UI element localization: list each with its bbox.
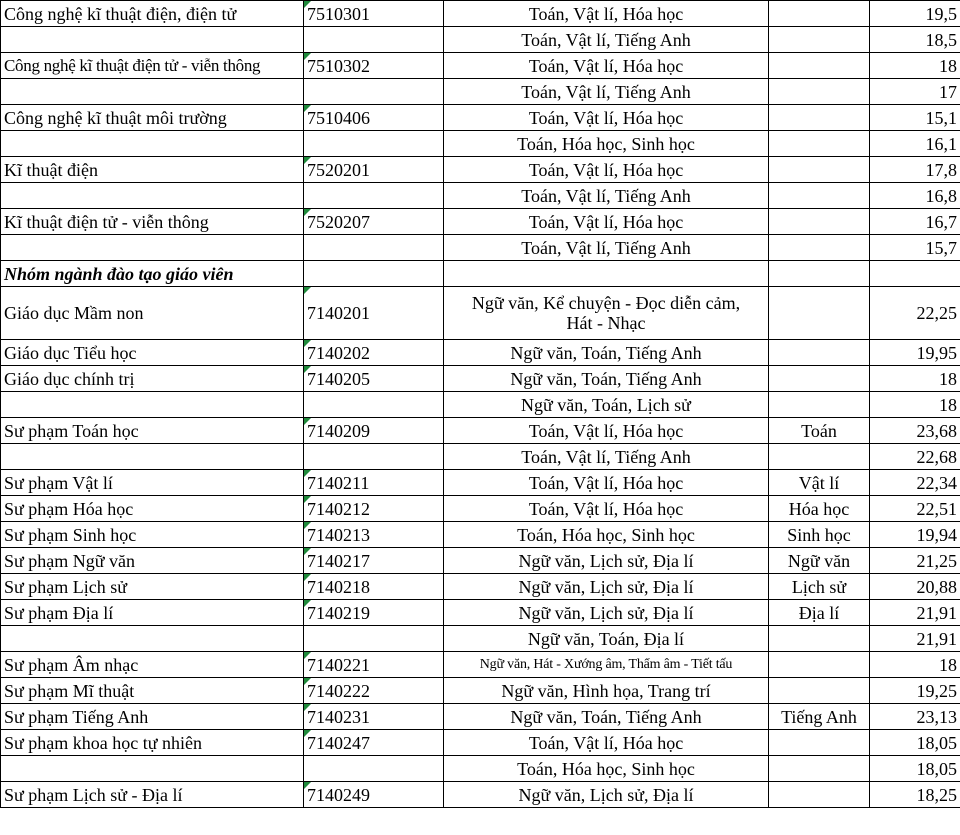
score-cell[interactable]: 23,13 (870, 704, 960, 730)
major-name-cell[interactable]: Kĩ thuật điện (1, 157, 304, 183)
major-code: 7520207 (307, 211, 370, 232)
main-subject-cell[interactable] (769, 79, 870, 105)
main-subject-cell[interactable] (769, 209, 870, 235)
major-code-cell[interactable] (304, 522, 444, 548)
comment-marker-icon (304, 730, 311, 737)
subject-combination-cell[interactable]: Toán, Vật lí, Hóa học (444, 157, 769, 183)
table-row (1, 366, 960, 392)
table-row (1, 131, 960, 157)
major-code: 7140221 (307, 654, 370, 675)
table-row (1, 183, 960, 209)
major-name-cell[interactable] (1, 626, 304, 652)
subject-combination-cell[interactable]: Toán, Vật lí, Hóa học (444, 418, 769, 444)
main-subject-cell[interactable]: Địa lí (769, 600, 870, 626)
main-subject-cell[interactable] (769, 392, 870, 418)
major-code: 7140211 (307, 472, 370, 493)
main-subject-cell[interactable] (769, 730, 870, 756)
major-code-cell[interactable] (304, 444, 444, 470)
score-cell[interactable]: 19,5 (870, 1, 960, 27)
major-code: 7140212 (307, 498, 370, 519)
score-cell[interactable]: 19,94 (870, 522, 960, 548)
empty-cell[interactable] (870, 261, 960, 287)
major-code: 7140231 (307, 706, 370, 727)
major-code-cell[interactable] (304, 131, 444, 157)
major-name-cell[interactable]: Công nghệ kĩ thuật điện, điện tử (1, 1, 304, 27)
subject-combination-line-2: Hát - Nhạc (566, 313, 646, 333)
empty-cell[interactable] (304, 261, 444, 287)
score-cell[interactable]: 22,68 (870, 444, 960, 470)
main-subject-cell[interactable] (769, 183, 870, 209)
main-subject-cell[interactable] (769, 782, 870, 808)
table-row (1, 27, 960, 53)
score-cell[interactable]: 18,5 (870, 27, 960, 53)
major-name-cell[interactable] (1, 235, 304, 261)
main-subject-cell[interactable] (769, 287, 870, 340)
main-subject-cell[interactable] (769, 157, 870, 183)
major-name-cell[interactable] (1, 392, 304, 418)
table-row (1, 235, 960, 261)
score-cell[interactable]: 18,05 (870, 730, 960, 756)
major-name-cell[interactable] (1, 444, 304, 470)
table-row (1, 756, 960, 782)
main-subject-cell[interactable] (769, 652, 870, 678)
table-row (1, 730, 960, 756)
major-code-cell[interactable] (304, 548, 444, 574)
main-subject-cell[interactable] (769, 27, 870, 53)
subject-combination-cell[interactable]: Toán, Vật lí, Tiếng Anh (444, 444, 769, 470)
comment-marker-icon (304, 287, 311, 294)
subject-combination-cell[interactable]: Toán, Vật lí, Hóa học (444, 105, 769, 131)
main-subject-cell[interactable]: Vật lí (769, 470, 870, 496)
major-code-cell[interactable] (304, 105, 444, 131)
major-name-cell[interactable]: Sư phạm Tiếng Anh (1, 704, 304, 730)
table-row (1, 418, 960, 444)
section-header[interactable]: Nhóm ngành đào tạo giáo viên (1, 261, 304, 287)
main-subject-cell[interactable] (769, 340, 870, 366)
major-code-cell[interactable] (304, 27, 444, 53)
subject-combination-cell[interactable]: Ngữ văn, Toán, Tiếng Anh (444, 704, 769, 730)
subject-combination-cell[interactable]: Ngữ văn, Lịch sử, Địa lí (444, 548, 769, 574)
comment-marker-icon (304, 366, 311, 373)
table-row (1, 105, 960, 131)
table-row (1, 444, 960, 470)
main-subject-cell[interactable]: Lịch sử (769, 574, 870, 600)
major-name-cell[interactable]: Sư phạm Mĩ thuật (1, 678, 304, 704)
major-code: 7140205 (307, 368, 370, 389)
table-row (1, 600, 960, 626)
major-code-cell[interactable] (304, 756, 444, 782)
main-subject-cell[interactable] (769, 235, 870, 261)
comment-marker-icon (304, 548, 311, 555)
score-cell[interactable]: 18,05 (870, 756, 960, 782)
score-cell[interactable]: 15,7 (870, 235, 960, 261)
table-row (1, 261, 960, 287)
subject-combination-cell[interactable]: Toán, Vật lí, Tiếng Anh (444, 183, 769, 209)
table-row (1, 522, 960, 548)
score-cell[interactable]: 23,68 (870, 418, 960, 444)
main-subject-cell[interactable] (769, 366, 870, 392)
score-cell[interactable]: 22,25 (870, 287, 960, 340)
comment-marker-icon (304, 105, 311, 112)
table-row (1, 79, 960, 105)
major-code-cell[interactable] (304, 287, 444, 340)
major-code-cell[interactable] (304, 782, 444, 808)
major-code-cell[interactable] (304, 626, 444, 652)
major-code: 7140219 (307, 602, 370, 623)
subject-combination-cell[interactable]: Toán, Hóa học, Sinh học (444, 131, 769, 157)
table-row (1, 53, 960, 79)
subject-combination-cell[interactable]: Toán, Vật lí, Hóa học (444, 496, 769, 522)
score-cell[interactable]: 19,25 (870, 678, 960, 704)
comment-marker-icon (304, 53, 311, 60)
main-subject-cell[interactable] (769, 626, 870, 652)
major-code-cell[interactable] (304, 183, 444, 209)
score-cell[interactable]: 18 (870, 366, 960, 392)
score-cell[interactable]: 16,7 (870, 209, 960, 235)
major-code-cell[interactable] (304, 574, 444, 600)
major-code-cell[interactable] (304, 340, 444, 366)
major-name-cell[interactable]: Sư phạm Sinh học (1, 522, 304, 548)
major-code: 7140201 (307, 303, 370, 323)
score-cell[interactable]: 22,34 (870, 470, 960, 496)
main-subject-cell[interactable]: Sinh học (769, 522, 870, 548)
main-subject-cell[interactable]: Hóa học (769, 496, 870, 522)
subject-combination-cell[interactable]: Ngữ văn, Hát - Xướng âm, Thẩm âm - Tiết tấu (444, 652, 769, 678)
major-code: 7140217 (307, 550, 370, 571)
major-code-cell[interactable] (304, 366, 444, 392)
major-name-cell[interactable]: Công nghệ kĩ thuật điện tử - viễn thông (1, 53, 304, 79)
score-cell[interactable]: 16,1 (870, 131, 960, 157)
subject-combination-cell[interactable]: Ngữ văn, Toán, Địa lí (444, 626, 769, 652)
major-name-cell[interactable] (1, 183, 304, 209)
comment-marker-icon (304, 678, 311, 685)
empty-cell[interactable] (444, 261, 769, 287)
major-name-cell[interactable]: Sư phạm Ngữ văn (1, 548, 304, 574)
score-cell[interactable]: 17,8 (870, 157, 960, 183)
major-code: 7510406 (307, 107, 370, 128)
major-name-cell[interactable]: Giáo dục Mầm non (1, 287, 304, 340)
major-code-cell[interactable] (304, 730, 444, 756)
comment-marker-icon (304, 600, 311, 607)
comment-marker-icon (304, 1, 311, 8)
major-name-cell[interactable]: Sư phạm khoa học tự nhiên (1, 730, 304, 756)
table-row (1, 157, 960, 183)
score-cell[interactable]: 19,95 (870, 340, 960, 366)
score-cell[interactable]: 20,88 (870, 574, 960, 600)
score-cell[interactable]: 18 (870, 53, 960, 79)
major-code-cell[interactable] (304, 235, 444, 261)
subject-combination-cell[interactable]: Ngữ văn, Toán, Lịch sử (444, 392, 769, 418)
major-code-cell[interactable] (304, 1, 444, 27)
major-code-cell[interactable] (304, 157, 444, 183)
comment-marker-icon (304, 522, 311, 529)
score-cell[interactable]: 18 (870, 392, 960, 418)
table-row (1, 574, 960, 600)
major-name-cell[interactable]: Sư phạm Vật lí (1, 470, 304, 496)
main-subject-cell[interactable] (769, 678, 870, 704)
table-row (1, 392, 960, 418)
subject-combination-cell[interactable]: Toán, Vật lí, Hóa học (444, 53, 769, 79)
subject-combination-cell[interactable]: Ngữ văn, Lịch sử, Địa lí (444, 782, 769, 808)
major-code: 7140249 (307, 784, 370, 805)
main-subject-cell[interactable]: Toán (769, 418, 870, 444)
main-subject-cell[interactable] (769, 756, 870, 782)
table-row (1, 782, 960, 808)
major-code-cell[interactable] (304, 53, 444, 79)
major-name-cell[interactable]: Công nghệ kĩ thuật môi trường (1, 105, 304, 131)
main-subject-cell[interactable]: Tiếng Anh (769, 704, 870, 730)
score-cell[interactable]: 17 (870, 79, 960, 105)
table-row (1, 548, 960, 574)
comment-marker-icon (304, 340, 311, 347)
comment-marker-icon (304, 470, 311, 477)
major-name-cell[interactable] (1, 27, 304, 53)
main-subject-cell[interactable] (769, 1, 870, 27)
main-subject-cell[interactable]: Ngữ văn (769, 548, 870, 574)
major-name-cell[interactable]: Giáo dục chính trị (1, 366, 304, 392)
subject-combination-cell[interactable]: Ngữ văn, Lịch sử, Địa lí (444, 600, 769, 626)
major-code: 7140209 (307, 420, 370, 441)
major-code: 7140218 (307, 576, 370, 597)
subject-combination-cell[interactable]: Ngữ văn, Toán, Tiếng Anh (444, 340, 769, 366)
main-subject-cell[interactable] (769, 53, 870, 79)
major-name-cell[interactable]: Sư phạm Âm nhạc (1, 652, 304, 678)
major-code: 7140222 (307, 680, 370, 701)
score-cell[interactable]: 22,51 (870, 496, 960, 522)
score-cell[interactable]: 15,1 (870, 105, 960, 131)
comment-marker-icon (304, 157, 311, 164)
major-code: 7520201 (307, 159, 370, 180)
subject-combination-line-1: Ngữ văn, Kể chuyện - Đọc diễn cảm, (471, 293, 741, 313)
major-name-cell[interactable] (1, 131, 304, 157)
comment-marker-icon (304, 209, 311, 216)
main-subject-cell[interactable] (769, 444, 870, 470)
major-name-cell[interactable]: Sư phạm Địa lí (1, 600, 304, 626)
table-row (1, 340, 960, 366)
subject-combination-cell[interactable]: Ngữ văn, Hình họa, Trang trí (444, 678, 769, 704)
table-row (1, 470, 960, 496)
major-code-cell[interactable] (304, 678, 444, 704)
score-cell[interactable]: 21,91 (870, 600, 960, 626)
subject-combination-cell[interactable]: Toán, Vật lí, Hóa học (444, 470, 769, 496)
major-code: 7510301 (307, 3, 370, 24)
score-cell[interactable]: 16,8 (870, 183, 960, 209)
empty-cell[interactable] (769, 261, 870, 287)
subject-combination-cell[interactable]: Toán, Vật lí, Hóa học (444, 1, 769, 27)
table-row (1, 1, 960, 27)
score-cell[interactable]: 18,25 (870, 782, 960, 808)
table-row (1, 704, 960, 730)
major-code-cell[interactable] (304, 209, 444, 235)
table-row (1, 678, 960, 704)
table-row (1, 652, 960, 678)
subject-combination-cell[interactable] (444, 287, 769, 340)
table-row (1, 626, 960, 652)
subject-combination-cell[interactable]: Ngữ văn, Toán, Tiếng Anh (444, 366, 769, 392)
table-row (1, 287, 960, 340)
subject-combination-cell[interactable]: Toán, Vật lí, Hóa học (444, 730, 769, 756)
major-code-cell[interactable] (304, 392, 444, 418)
subject-combination-cell[interactable]: Toán, Hóa học, Sinh học (444, 522, 769, 548)
major-name-cell[interactable]: Sư phạm Lịch sử (1, 574, 304, 600)
score-cell[interactable]: 21,25 (870, 548, 960, 574)
major-code: 7140213 (307, 524, 370, 545)
subject-combination-cell[interactable]: Ngữ văn, Lịch sử, Địa lí (444, 574, 769, 600)
subject-combination-cell[interactable]: Toán, Hóa học, Sinh học (444, 756, 769, 782)
comment-marker-icon (304, 652, 311, 659)
major-name-cell[interactable]: Sư phạm Lịch sử - Địa lí (1, 782, 304, 808)
major-code-cell[interactable] (304, 418, 444, 444)
comment-marker-icon (304, 496, 311, 503)
major-code: 7140247 (307, 732, 370, 753)
comment-marker-icon (304, 704, 311, 711)
subject-combination-cell[interactable]: Toán, Vật lí, Tiếng Anh (444, 235, 769, 261)
major-code: 7140202 (307, 342, 370, 363)
major-name-cell[interactable] (1, 756, 304, 782)
main-subject-cell[interactable] (769, 131, 870, 157)
comment-marker-icon (304, 782, 311, 789)
subject-combination-cell[interactable]: Toán, Vật lí, Hóa học (444, 209, 769, 235)
major-code-cell[interactable] (304, 704, 444, 730)
major-name-cell[interactable]: Sư phạm Toán học (1, 418, 304, 444)
major-name-cell[interactable] (1, 79, 304, 105)
subject-combination-cell[interactable]: Toán, Vật lí, Tiếng Anh (444, 27, 769, 53)
comment-marker-icon (304, 574, 311, 581)
major-code-cell[interactable] (304, 652, 444, 678)
major-code-cell[interactable] (304, 600, 444, 626)
main-subject-cell[interactable] (769, 105, 870, 131)
score-cell[interactable]: 21,91 (870, 626, 960, 652)
score-cell[interactable]: 18 (870, 652, 960, 678)
comment-marker-icon (304, 418, 311, 425)
table-row (1, 496, 960, 522)
major-name-cell[interactable]: Kĩ thuật điện tử - viễn thông (1, 209, 304, 235)
subject-combination-cell[interactable]: Toán, Vật lí, Tiếng Anh (444, 79, 769, 105)
major-code: 7510302 (307, 55, 370, 76)
table-row (1, 209, 960, 235)
major-code-cell[interactable] (304, 470, 444, 496)
major-code-cell[interactable] (304, 79, 444, 105)
major-name-cell[interactable]: Giáo dục Tiểu học (1, 340, 304, 366)
major-name-cell[interactable]: Sư phạm Hóa học (1, 496, 304, 522)
major-code-cell[interactable] (304, 496, 444, 522)
